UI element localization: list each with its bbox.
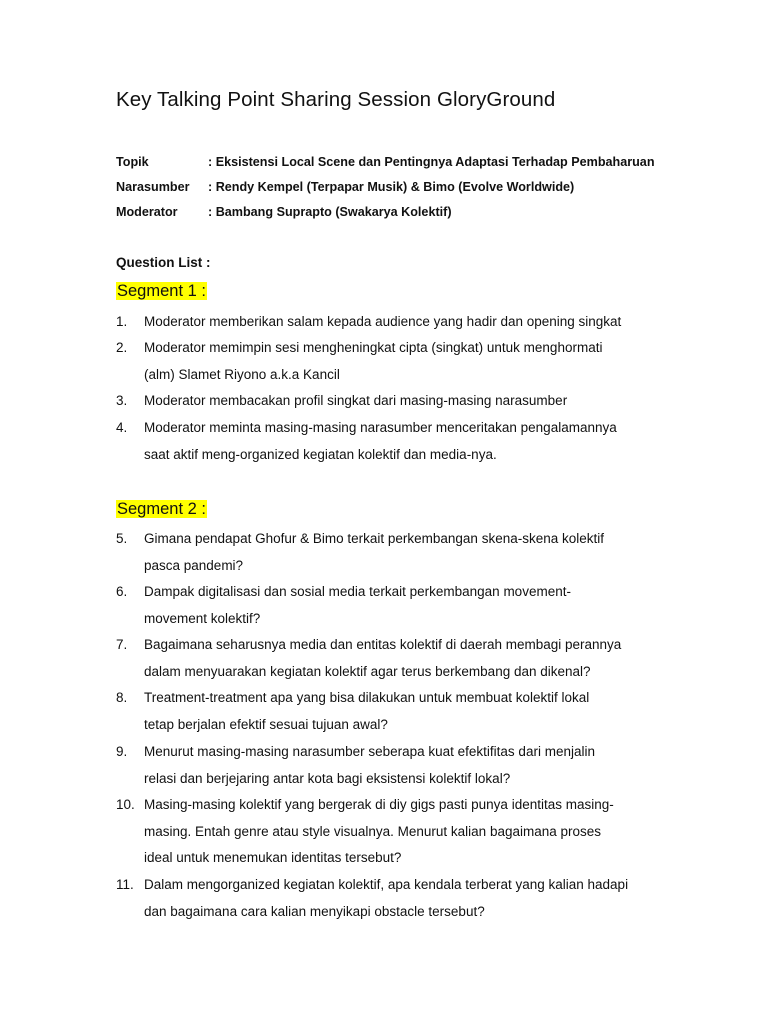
question-text: dalam menyuarakan kegiatan kolektif agar terus berkembang dan dikenal? xyxy=(144,664,591,679)
question-number: 4. xyxy=(116,420,128,435)
segment-2-heading xyxy=(116,498,207,520)
question-number: 1. xyxy=(116,314,128,329)
question-text: Treatment-treatment apa yang bisa dilakukan untuk membuat kolektif lokal xyxy=(144,690,590,705)
question-number: 7. xyxy=(116,637,128,652)
meta-value: : Eksistensi Local Scene dan Pentingnya Adaptasi Terhadap Pembaharuan xyxy=(208,155,655,169)
question-number: 11. xyxy=(116,877,134,892)
question-text: ideal untuk menemukan identitas tersebut? xyxy=(144,850,402,865)
document-title: Key Talking Point Sharing Session GloryGround xyxy=(116,88,556,111)
meta-label: Moderator xyxy=(116,205,178,219)
question-text: Dalam mengorganized kegiatan kolektif, apa kendala terberat yang kalian hadapi xyxy=(144,877,629,892)
question-text: masing. Entah genre atau style visualnya. Menurut kalian bagaimana proses xyxy=(144,824,602,839)
question-number: 5. xyxy=(116,531,128,546)
question-text: Menurut masing-masing narasumber seberapa kuat efektifitas dari menjalin xyxy=(144,744,595,759)
question-text: saat aktif meng-organized kegiatan kolektif dan media-nya. xyxy=(144,447,497,462)
question-text: Masing-masing kolektif yang bergerak di diy gigs pasti punya identitas masing- xyxy=(144,797,614,812)
question-text: Moderator memimpin sesi mengheningkat cipta (singkat) untuk menghormati xyxy=(144,340,603,355)
meta-label: Narasumber xyxy=(116,180,190,194)
question-number: 3. xyxy=(116,393,128,408)
question-number: 6. xyxy=(116,584,128,599)
question-text: Moderator membacakan profil singkat dari masing-masing narasumber xyxy=(144,393,568,408)
meta-value: : Bambang Suprapto (Swakarya Kolektif) xyxy=(208,205,452,219)
question-number: 8. xyxy=(116,690,128,705)
question-number: 9. xyxy=(116,744,128,759)
question-text: Dampak digitalisasi dan sosial media terkait perkembangan movement- xyxy=(144,584,571,599)
segment-2-title: Segment 2 : xyxy=(117,500,206,518)
question-list-label: Question List : xyxy=(116,255,211,270)
question-text: relasi dan berjejaring antar kota bagi eksistensi kolektif lokal? xyxy=(144,771,511,786)
segment-1-heading xyxy=(116,280,207,302)
question-number: 2. xyxy=(116,340,128,355)
question-text: Moderator meminta masing-masing narasumber menceritakan pengalamannya xyxy=(144,420,617,435)
question-text: (alm) Slamet Riyono a.k.a Kancil xyxy=(144,367,340,382)
question-number: 10. xyxy=(116,797,135,812)
question-text: pasca pandemi? xyxy=(144,558,244,573)
segment-1-title: Segment 1 : xyxy=(117,282,206,300)
question-text: Moderator memberikan salam kepada audience yang hadir dan opening singkat xyxy=(144,314,622,329)
meta-label: Topik xyxy=(116,155,149,169)
question-text: Bagaimana seharusnya media dan entitas kolektif di daerah membagi perannya xyxy=(144,637,622,652)
question-text: movement kolektif? xyxy=(144,611,261,626)
question-text: tetap berjalan efektif sesuai tujuan awal? xyxy=(144,717,388,732)
question-text: dan bagaimana cara kalian menyikapi obstacle tersebut? xyxy=(144,904,485,919)
meta-value: : Rendy Kempel (Terpapar Musik) & Bimo (Evolve Worldwide) xyxy=(208,180,575,194)
question-text: Gimana pendapat Ghofur & Bimo terkait perkembangan skena-skena kolektif xyxy=(144,531,605,546)
